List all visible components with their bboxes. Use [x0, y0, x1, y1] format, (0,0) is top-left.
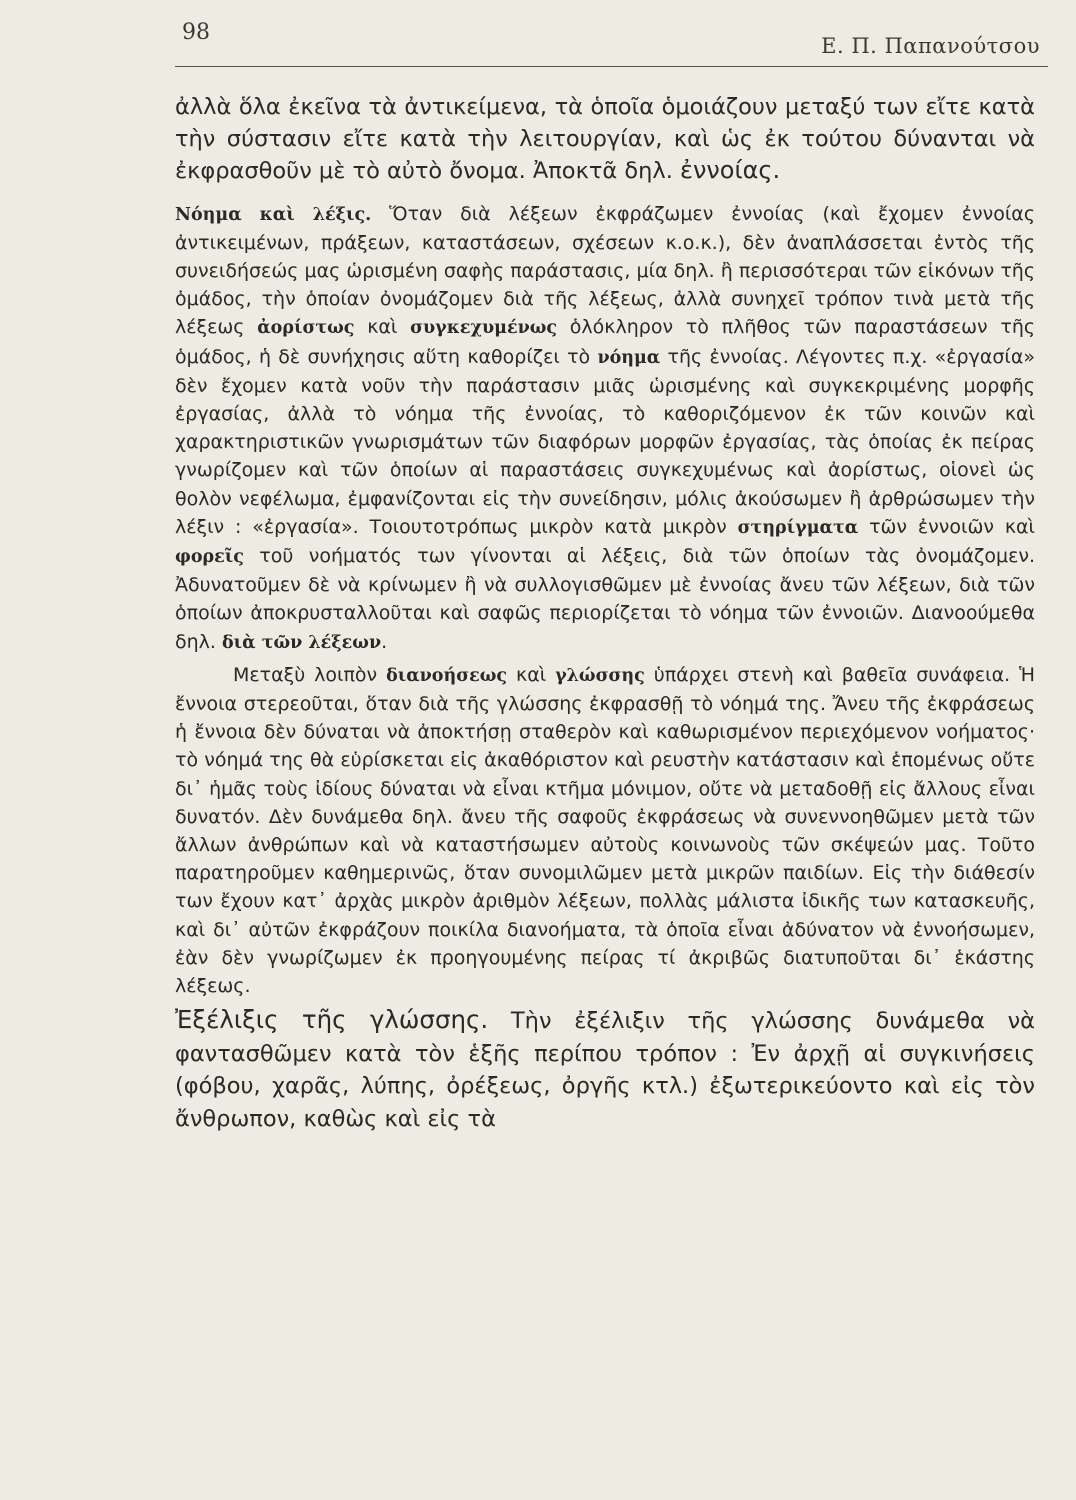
emphasis-term: γλώσσης	[555, 665, 645, 686]
emphasis-term: διανοήσεως	[386, 665, 508, 686]
paragraph-concepts	[175, 92, 1035, 188]
term-ennoias: ἐννοίας.	[680, 156, 781, 184]
text-run: Μεταξὺ λοιπὸν	[233, 663, 387, 686]
text-run: Ὅταν διὰ λέξεων ἐκφράζωμεν ἐννοίας (καὶ ἔχομεν ἐννοίας ἀντικειμένων, πράξεων, καταστάσεων, σχέσεων κ.ο.κ.), δὲν ἀναπλάσσεται ἐντὸς τῆς συνειδήσεώς μας ὡρισμένη σαφὴς παράστασις, μία δηλ. ἢ περισσότεραι τῶν εἰκόνων τῆς ὁμάδος, τὴν ὁποίαν ὀνομάζομεν διὰ τῆς λέξεως, ἀλλὰ συνηχεῖ τρόπον τινὰ μετὰ τῆς λέξεως	[175, 202, 1035, 339]
text-run: καὶ	[354, 316, 411, 339]
header-rule	[175, 66, 1048, 67]
emphasis-term: διὰ τῶν λέξεων	[222, 632, 382, 653]
paragraph-thought-and-language	[175, 661, 1035, 1000]
text-run: τῶν ἐννοιῶν καὶ	[858, 515, 1035, 538]
emphasis-term: νόημα	[597, 347, 661, 368]
paragraph-meaning-and-word	[175, 200, 1035, 657]
emphasis-term: συγκεχυμένως	[410, 318, 558, 339]
emphasis-term: ἀορίστως	[257, 318, 355, 339]
text-run: τοῦ νοήματός των γίνονται αἱ λέξεις, διὰ τῶν ὁποίων τὰς ὀνομάζομεν. Ἀδυνατοῦμεν δὲ νὰ κρίνωμεν ἢ νὰ συλλογισθῶμεν μὲ ἐννοίας ἄνευ τῶν λέξεων, διὰ τῶν ὁποίων ἀποκρυσταλλοῦται καὶ σαφῶς περιορίζεται τὸ νόημα τῶν ἐννοιῶν. Διανοούμεθα δηλ.	[175, 544, 1035, 653]
page-body	[175, 92, 1035, 1135]
text-run: Τὴν ἐξέλιξιν τῆς γλώσσης δυνάμεθα νὰ φαντασθῶμεν κατὰ τὸν ἑξῆς περίπου τρόπον : Ἐν ἀρχῇ αἱ συγκινήσεις (φόβου, χαρᾶς, λύπης, ὀρέξεως, ὀργῆς κτλ.) ἐξωτερικεύοντο καὶ εἰς τὸν ἄνθρωπον, καθὼς καὶ εἰς τὰ	[175, 1008, 1035, 1132]
paragraph-evolution-of-language	[175, 1004, 1035, 1135]
section-heading-meaning-and-word: Νόημα καὶ λέξις.	[175, 204, 372, 225]
text-run: τῆς ἐννοίας. Λέγοντες π.χ. «ἐργασία» δὲν ἔχομεν κατὰ νοῦν τὴν παράστασιν μιᾶς ὡρισμένης καὶ συγκεκριμένης μορφῆς ἐργασίας, ἀλλὰ τὸ νόημα τῆς ἐννοίας, τὸ καθοριζόμενον ἐκ τῶν κοινῶν καὶ χαρακτηριστικῶν γνωρισμάτων τῶν διαφόρων μορφῶν ἐργασίας, τὰς ὁποίας ἐκ πείρας γνωρίζομεν καὶ τῶν ὁποίων αἱ παραστάσεις συγκεχυμένως καὶ ἀορίστως, οἱονεὶ ὡς θολὸν νεφέλωμα, ἐμφανίζονται εἰς τὴν συνείδησιν, μόλις ἀκούσωμεν ἢ ἀρθρώσωμεν τὴν λέξιν : «ἐργασία». Τοιουτοτρόπως μικρὸν κατὰ μικρὸν	[175, 345, 1036, 538]
section-heading-evolution-of-language: Ἐξέλιξις τῆς γλώσσης.	[175, 1005, 489, 1035]
text-run: καὶ	[507, 663, 556, 686]
emphasis-term: στηρίγματα	[737, 517, 859, 538]
emphasis-term: φορεῖς	[175, 546, 244, 567]
page-number: 98	[182, 20, 210, 45]
text-run: .	[381, 630, 388, 653]
text-run: ἀλλὰ ὅλα ἐκεῖνα τὰ ἀντικείμενα, τὰ ὁποῖα ὁμοιάζουν μεταξύ των εἴτε κατὰ τὴν σύστασιν εἴτε κατὰ τὴν λειτουργίαν, καὶ ὡς ἐκ τούτου δύνανται νὰ ἐκφρασθοῦν μὲ τὸ αὐτὸ ὄνομα. Ἀποκτᾶ δηλ.	[175, 94, 1035, 184]
text-run: ὑπάρχει στενὴ καὶ βαθεῖα συνάφεια. Ἡ ἔννοια στερεοῦται, ὅταν διὰ τῆς γλώσσης ἐκφρασθῇ τὸ νόημά της. Ἄνευ τῆς ἐκφράσεως ἡ ἔννοια δὲν δύναται νὰ ἀποκτήσῃ σταθερὸν καὶ καθωρισμένον περιεχόμενον νοήματος· τὸ νόημά της θὰ εὑρίσκεται εἰς ἀκαθόριστον καὶ ρευστὴν κατάστασιν καὶ ἑπομένως οὔτε δι᾽ ἡμᾶς τοὺς ἰδίους δύναται νὰ εἶναι κτῆμα μόνιμον, οὔτε νὰ μεταδοθῇ εἰς ἄλλους εἶναι δυνατόν. Δὲν δυνάμεθα δηλ. ἄνευ τῆς σαφοῦς ἐκφράσεως νὰ συνεννοηθῶμεν μετὰ τῶν ἄλλων ἀνθρώπων καὶ νὰ καταστήσωμεν αὐτοὺς κοινωνοὺς τῶν σκέψεών μας. Τοῦτο παρατηροῦμεν καθημερινῶς, ὅταν συνομιλῶμεν μετὰ μικρῶν παιδίων. Εἰς τὴν διάθεσίν των ἔχουν κατ᾽ ἀρχὰς μικρὸν ἀριθμὸν λέξεων, πολλὰς μάλιστα ἰδικῆς των κατασκευῆς, καὶ δι᾽ αὐτῶν ἐκφράζουν ποικίλα διανοήματα, τὰ ὁποῖα εἶναι ἀδύνατον νὰ ἐννοήσωμεν, ἐὰν δὲν γνωρίζωμεν ἐκ προηγουμένης πείρας τί ἀκριβῶς διατυποῦται δι᾽ ἑκάστης λέξεως.	[175, 663, 1035, 997]
text-run: ὁλόκληρον τὸ πλῆθος τῶν παραστάσεων τῆς ὁμάδος, ἡ δὲ συνήχησις αὕτη καθορίζει τὸ	[175, 316, 1036, 368]
running-head: Ε. Π. Παπανούτσου	[821, 34, 1040, 58]
